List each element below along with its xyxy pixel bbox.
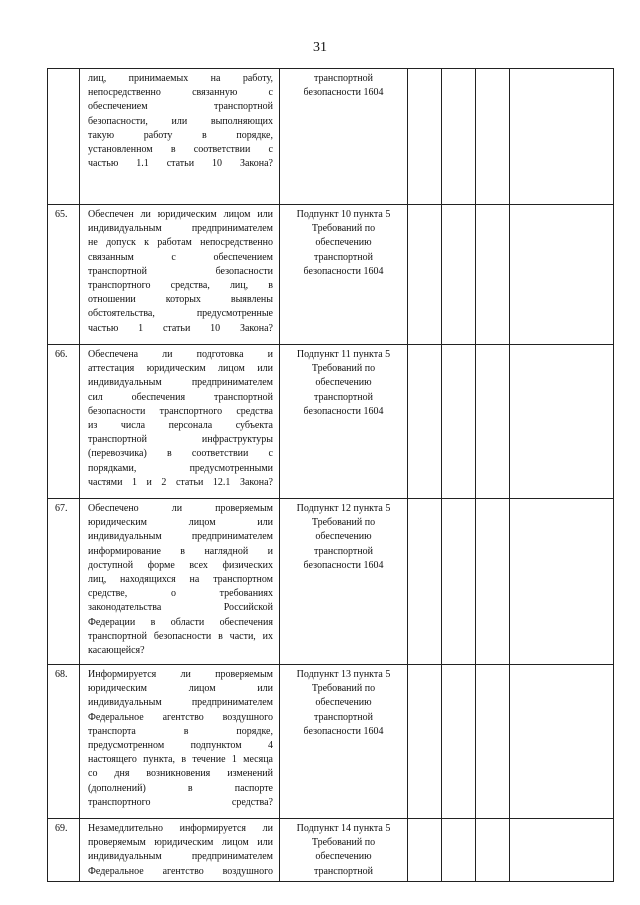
question-line: связанным с обеспечением: [88, 251, 273, 263]
answer-cell: [408, 345, 442, 499]
question-line: проверяемым юридическим лицом или: [88, 837, 273, 849]
answer-cell: [442, 205, 476, 345]
table-row: [48, 205, 614, 345]
answer-cell: [476, 205, 510, 345]
table-row: [48, 499, 614, 665]
answer-cell: [442, 665, 476, 819]
reference-line: обеспечению: [315, 377, 372, 389]
reference-line: Подпункт 11 пункта 5: [296, 349, 391, 360]
answer-cell: [510, 345, 614, 499]
reference-line: обеспечению: [315, 851, 372, 863]
reference-line: обеспечению: [315, 531, 372, 543]
question-line: Федеральное агентство воздушного: [88, 711, 273, 723]
question-line: Информируется ли проверяемым: [88, 669, 273, 680]
legal-reference: [280, 819, 408, 882]
question-line: юридическим лицом или: [88, 683, 273, 695]
table-row: [48, 665, 614, 819]
reference-line: Требований по: [311, 363, 376, 375]
question-line: индивидуальным предпринимателем: [88, 223, 273, 235]
reference-line: транспортной: [313, 251, 373, 263]
row-number: 68.: [48, 665, 80, 819]
answer-cell: [476, 665, 510, 819]
question-line: транспортной безопасности в части, их: [88, 630, 273, 642]
reference-line: безопасности 1604: [303, 87, 384, 99]
checklist-table: [47, 68, 614, 882]
row-number: 65.: [48, 205, 80, 345]
question-line: частью 1.1 статьи 10 Закона?: [88, 158, 273, 170]
question-line: транспортного средства?: [88, 796, 273, 808]
question-line: установленном в соответствии с: [88, 144, 273, 156]
answer-cell: [510, 665, 614, 819]
reference-line: транспортной: [313, 545, 373, 557]
reference-line: Подпункт 10 пункта 5: [296, 209, 391, 220]
row-number: 67.: [48, 499, 80, 665]
question-line: законодательства Российской: [88, 602, 273, 614]
question-line: Федеральное агентство воздушного: [88, 865, 273, 877]
question-line: информирование в наглядной и: [88, 545, 273, 557]
question-line: (дополнений) в паспорте: [88, 782, 273, 794]
reference-line: Требований по: [311, 517, 376, 529]
answer-cell: [442, 819, 476, 882]
question-line: лиц, принимаемых на работу,: [88, 73, 273, 84]
question-text: [80, 499, 280, 665]
question-line: индивидуальным предпринимателем: [88, 377, 273, 389]
answer-cell: [476, 499, 510, 665]
reference-line: транспортной: [313, 73, 373, 84]
answer-cell: [510, 819, 614, 882]
question-line: обеспечением транспортной: [88, 101, 273, 113]
answer-cell: [442, 69, 476, 205]
legal-reference: [280, 499, 408, 665]
question-line: обстоятельства, предусмотренные: [88, 308, 273, 320]
question-line: такую работу в порядке,: [88, 129, 273, 141]
reference-line: Требований по: [311, 837, 376, 849]
question-line: отношении которых выявлены: [88, 294, 273, 306]
question-line: Федерации в области обеспечения: [88, 616, 273, 628]
reference-line: Требований по: [311, 683, 376, 695]
question-line: частями 1 и 2 статьи 12.1 Закона?: [88, 476, 273, 488]
question-line: индивидуальным предпринимателем: [88, 697, 273, 709]
reference-line: Подпункт 12 пункта 5: [296, 503, 391, 514]
answer-cell: [476, 819, 510, 882]
legal-reference: [280, 665, 408, 819]
question-line: транспортной безопасности: [88, 265, 273, 277]
answer-cell: [442, 345, 476, 499]
answer-cell: [408, 205, 442, 345]
question-line: безопасности, или выполняющих: [88, 115, 273, 127]
question-line: из числа персонала субъекта: [88, 420, 273, 432]
question-line: Обеспечено ли проверяемым: [88, 503, 273, 514]
row-number: 69.: [48, 819, 80, 882]
answer-cell: [510, 205, 614, 345]
answer-cell: [408, 665, 442, 819]
question-line: доступной форме всех физических: [88, 559, 273, 571]
reference-line: транспортной: [313, 391, 373, 403]
question-line: транспорта в порядке,: [88, 725, 273, 737]
reference-line: безопасности 1604: [303, 725, 384, 737]
reference-line: транспортной: [313, 711, 373, 723]
question-line: Обеспечена ли подготовка и: [88, 349, 273, 360]
answer-cell: [408, 819, 442, 882]
legal-reference: [280, 69, 408, 205]
table-row: [48, 345, 614, 499]
table-row: [48, 69, 614, 205]
question-line: лиц, находящихся на транспортном: [88, 574, 273, 586]
question-line: касающейся?: [88, 645, 145, 657]
reference-line: обеспечению: [315, 237, 372, 249]
answer-cell: [442, 499, 476, 665]
answer-cell: [510, 69, 614, 205]
row-number: [48, 69, 80, 205]
answer-cell: [476, 69, 510, 205]
question-line: транспортной инфраструктуры: [88, 434, 273, 446]
answer-cell: [408, 499, 442, 665]
reference-line: безопасности 1604: [303, 265, 384, 277]
row-number: 66.: [48, 345, 80, 499]
question-line: (перевозчика) в соответствии с: [88, 448, 273, 460]
question-line: не допуск к работам непосредственно: [88, 237, 273, 249]
reference-line: Подпункт 14 пункта 5: [296, 823, 391, 834]
reference-line: Требований по: [311, 223, 376, 235]
reference-line: безопасности 1604: [303, 559, 384, 571]
question-text: [80, 205, 280, 345]
question-line: индивидуальным предпринимателем: [88, 851, 273, 863]
question-line: непосредственно связанную с: [88, 87, 273, 99]
reference-line: транспортной: [313, 865, 373, 877]
answer-cell: [510, 499, 614, 665]
question-line: средстве, о требованиях: [88, 588, 273, 600]
reference-line: Подпункт 13 пункта 5: [296, 669, 391, 680]
question-text: [80, 345, 280, 499]
question-line: аттестация юридическим лицом или: [88, 363, 273, 375]
question-line: частью 1 статьи 10 Закона?: [88, 322, 273, 334]
question-line: транспортного средства, лиц, в: [88, 280, 273, 292]
reference-line: обеспечению: [315, 697, 372, 709]
question-text: [80, 819, 280, 882]
answer-cell: [476, 345, 510, 499]
question-line: сил обеспечения транспортной: [88, 391, 273, 403]
question-line: Обеспечен ли юридическим лицом или: [88, 209, 273, 220]
question-line: со дня возникновения изменений: [88, 768, 273, 780]
answer-cell: [408, 69, 442, 205]
question-line: предусмотренном подпунктом 4: [88, 740, 273, 752]
question-line: Незамедлительно информируется ли: [88, 823, 273, 834]
question-line: безопасности транспортного средства: [88, 405, 273, 417]
legal-reference: [280, 205, 408, 345]
question-text: [80, 69, 280, 205]
page-number: 31: [313, 40, 327, 55]
question-line: настоящего пункта, в течение 1 месяца: [88, 754, 273, 766]
question-line: индивидуальным предпринимателем: [88, 531, 273, 543]
legal-reference: [280, 345, 408, 499]
table-row: [48, 819, 614, 882]
question-line: порядками, предусмотренными: [88, 462, 273, 474]
question-line: юридическим лицом или: [88, 517, 273, 529]
reference-line: безопасности 1604: [303, 405, 384, 417]
question-text: [80, 665, 280, 819]
